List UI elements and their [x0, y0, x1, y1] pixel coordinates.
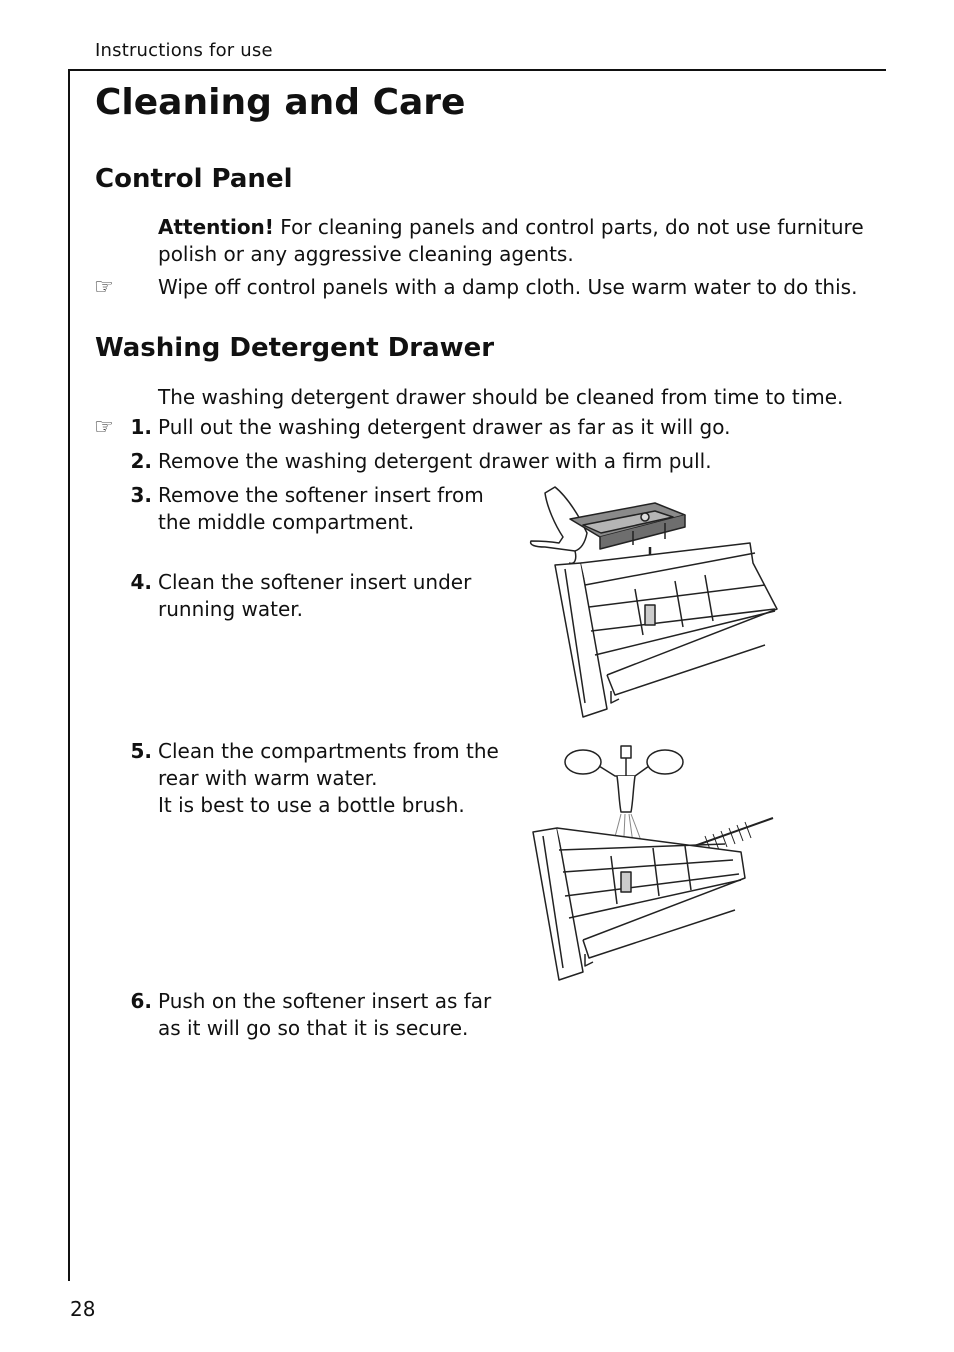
step-number: 3.: [130, 483, 152, 507]
margin-rule: [68, 69, 70, 1281]
header-rule: [68, 69, 886, 71]
step-text: Remove the washing detergent drawer with a firm pull.: [158, 449, 712, 473]
step-number: 6.: [130, 989, 152, 1013]
step-text: as it will go so that it is secure.: [158, 1016, 469, 1040]
running-header: Instructions for use: [95, 40, 273, 61]
attention-line-1: [158, 214, 864, 241]
bottle-brush-cleaning-illustration: [525, 740, 785, 985]
section-title-detergent-drawer: Washing Detergent Drawer: [95, 333, 495, 363]
step-text: It is best to use a bottle brush.: [158, 793, 465, 817]
attention-line-2: polish or any aggressive cleaning agents.: [158, 242, 574, 266]
step-text: running water.: [158, 597, 304, 621]
step-number: 2.: [130, 449, 152, 473]
drawer-intro: The washing detergent drawer should be cleaned from time to time.: [158, 385, 844, 409]
step-text: Remove the softener insert from: [158, 483, 484, 507]
control-panel-tip: Wipe off control panels with a damp cloth. Use warm water to do this.: [158, 275, 858, 299]
step-text: Push on the softener insert as far: [158, 989, 492, 1013]
step-number: 5.: [130, 739, 152, 763]
pointing-hand-icon: ☞: [94, 415, 114, 440]
step-text: Clean the softener insert under: [158, 570, 472, 594]
step-text: the middle compartment.: [158, 510, 415, 534]
page-title: Cleaning and Care: [95, 82, 466, 123]
step-text: Clean the compartments from the: [158, 739, 499, 763]
step-text: Pull out the washing detergent drawer as far as it will go.: [158, 415, 731, 439]
step-number: 1.: [130, 415, 152, 439]
attention-text: For cleaning panels and control parts, do not use furniture: [280, 215, 864, 239]
pointing-hand-icon: ☞: [94, 275, 114, 300]
step-number: 4.: [130, 570, 152, 594]
section-title-control-panel: Control Panel: [95, 164, 293, 194]
step-text: rear with warm water.: [158, 766, 378, 790]
softener-insert-removal-illustration: [525, 485, 785, 725]
attention-label: Attention!: [158, 215, 274, 239]
page-number: 28: [70, 1297, 96, 1321]
